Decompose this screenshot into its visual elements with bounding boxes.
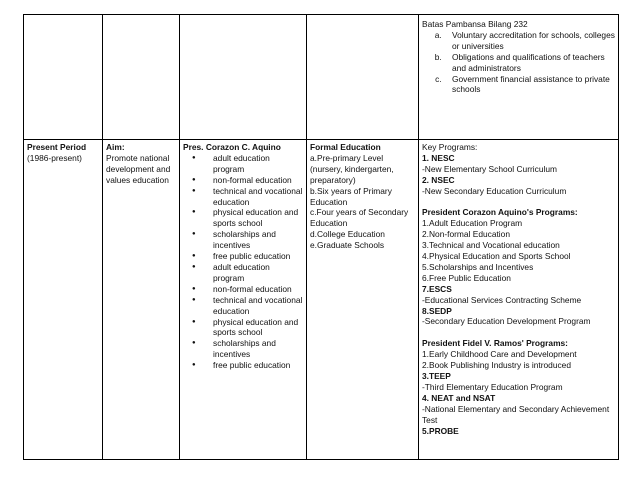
president-program-list bbox=[183, 153, 303, 371]
program-desc: -New Secondary Education Curriculum bbox=[422, 185, 567, 196]
president-heading: Pres. Corazon C. Aquino bbox=[183, 142, 281, 152]
table-row bbox=[24, 140, 619, 460]
list-item: ● adult education program bbox=[206, 262, 303, 284]
program-desc: -Third Elementary Education Program bbox=[422, 381, 563, 392]
empty-cell bbox=[24, 15, 103, 140]
list-item: 1.Early Childhood Care and Development bbox=[422, 349, 577, 360]
table-row bbox=[24, 15, 619, 140]
list-item: c.Four years of Secondary Education bbox=[310, 207, 409, 229]
list-item: ● technical and vocational education bbox=[206, 295, 303, 317]
president-cell bbox=[180, 140, 307, 460]
list-item: ● scholarships and incentives bbox=[206, 338, 303, 360]
list-item: ● non-formal education bbox=[206, 284, 303, 295]
program-title: 4. NEAT and NSAT bbox=[422, 392, 496, 403]
period-name: Present Period bbox=[27, 142, 87, 152]
list-item: ● technical and vocational education bbox=[206, 186, 303, 208]
formal-education-cell bbox=[307, 140, 419, 460]
list-item: ● non-formal education bbox=[206, 175, 303, 186]
list-item: 6.Free Public Education bbox=[422, 272, 511, 283]
list-item: a.Pre-primary Level (nursery, kindergarten, preparatory) bbox=[310, 152, 394, 185]
list-item: 2.Non-formal Education bbox=[422, 229, 510, 240]
program-title: 3.TEEP bbox=[422, 371, 451, 381]
list-item: 1.Adult Education Program bbox=[422, 218, 523, 229]
spacer bbox=[422, 327, 615, 338]
list-item: ● physical education and sports school bbox=[206, 207, 303, 229]
list-item: 3.Technical and Vocational education bbox=[422, 240, 560, 251]
list-item: ● free public education bbox=[206, 251, 303, 262]
program-desc: -National Elementary and Secondary Achievement Test bbox=[422, 403, 610, 425]
key-programs-cell bbox=[419, 140, 619, 460]
bp232-cell bbox=[419, 15, 619, 140]
list-item: ● physical education and sports school bbox=[206, 317, 303, 339]
program-desc: -Secondary Education Development Program bbox=[422, 316, 591, 327]
spacer bbox=[422, 197, 615, 208]
empty-cell bbox=[307, 15, 419, 140]
empty-cell bbox=[180, 15, 307, 140]
list-item: 4.Physical Education and Sports School bbox=[422, 251, 571, 262]
empty-cell bbox=[103, 15, 180, 140]
formal-heading: Formal Education bbox=[310, 142, 381, 152]
bp232-list bbox=[422, 30, 615, 95]
list-item: 5.Scholarships and Incentives bbox=[422, 261, 534, 272]
aim-text: Promote national development and values education bbox=[106, 152, 171, 185]
education-history-table bbox=[23, 14, 619, 460]
list-item: b. Obligations and qualifications of teachers and administrators bbox=[444, 52, 615, 74]
list-item: c. Government financial assistance to private schools bbox=[444, 74, 615, 96]
list-item: e.Graduate Schools bbox=[310, 240, 385, 251]
program-title: 2. NSEC bbox=[422, 174, 455, 185]
list-item: ● adult education program bbox=[206, 153, 303, 175]
program-title: 8.SEDP bbox=[422, 305, 452, 316]
aquino-programs-heading: President Corazon Aquino's Programs: bbox=[422, 207, 578, 218]
program-title: 7.ESCS bbox=[422, 283, 452, 294]
list-item: 2.Book Publishing Industry is introduced bbox=[422, 360, 571, 371]
aim-heading: Aim: bbox=[106, 142, 125, 152]
aim-cell bbox=[103, 140, 180, 460]
list-item: d.College Education bbox=[310, 229, 385, 240]
bp232-heading: Batas Pambansa Bilang 232 bbox=[422, 19, 528, 29]
program-title: 5.PROBE bbox=[422, 425, 459, 436]
list-item: b.Six years of Primary Education bbox=[310, 185, 392, 207]
list-item: ● scholarships and incentives bbox=[206, 229, 303, 251]
program-desc: -New Elementary School Curriculum bbox=[422, 163, 557, 174]
period-cell bbox=[24, 140, 103, 460]
list-item: ● free public education bbox=[206, 360, 303, 371]
list-item: a. Voluntary accreditation for schools, colleges or universities bbox=[444, 30, 615, 52]
programs-heading: Key Programs: bbox=[422, 142, 478, 152]
program-desc: -Educational Services Contracting Scheme bbox=[422, 294, 582, 305]
program-title: 1. NESC bbox=[422, 152, 455, 163]
ramos-programs-heading: President Fidel V. Ramos' Programs: bbox=[422, 338, 568, 349]
period-years: (1986-present) bbox=[27, 152, 82, 163]
